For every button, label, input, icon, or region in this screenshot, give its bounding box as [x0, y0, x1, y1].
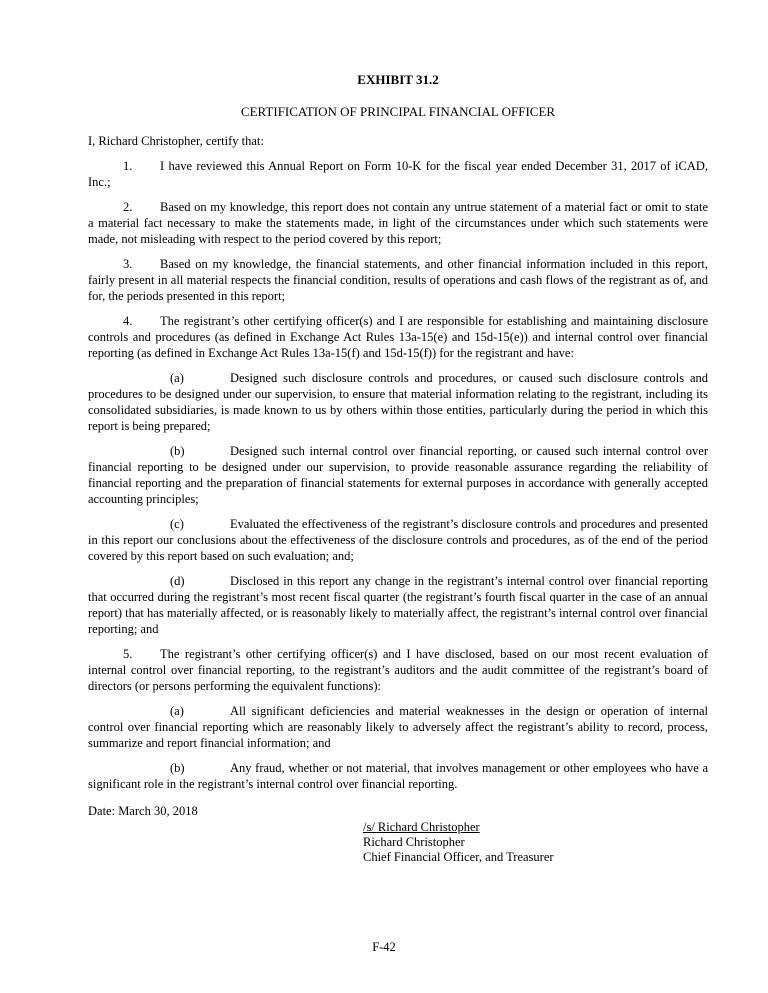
signature-name: Richard Christopher	[363, 835, 465, 849]
item-4b-text: Designed such internal control over financial reporting, or caused such internal control over financial reporting to be designed under our supervision, to provide reasonable assurance regarding the reliability of financial reporting and the preparation of financial statements for external purposes in accordance with generally accepted accounting principles;	[88, 444, 708, 506]
item-3-label: 3.	[123, 257, 133, 271]
date-line: Date: March 30, 2018	[88, 804, 198, 818]
item-4a-text: Designed such disclosure controls and procedures, or caused such disclosure controls and procedures to be designed under our supervision, to ensure that material information relating to the registrant, including its consolidated subsidiaries, is made known to us by others within those entities, particularly during the period in which this report is being prepared;	[88, 371, 708, 433]
item-5a-paragraph	[88, 703, 708, 751]
item-4d-label: (d)	[170, 574, 185, 588]
item-1-text: I have reviewed this Annual Report on Form 10-K for the fiscal year ended December 31, 2017 of iCAD, Inc.;	[88, 159, 708, 189]
document-content	[88, 72, 708, 865]
certification-title: CERTIFICATION OF PRINCIPAL FINANCIAL OFFICER	[240, 104, 556, 119]
signature-slash-line: /s/ Richard Christopher	[363, 820, 480, 834]
item-4c-text: Evaluated the effectiveness of the registrant’s disclosure controls and procedures and presented in this report our conclusions about the effectiveness of the disclosure controls and procedures, as of the end of the period covered by this report based on such evaluation; and;	[88, 517, 708, 563]
item-4-text: The registrant’s other certifying officer(s) and I are responsible for establishing and maintaining disclosure controls and procedures (as defined in Exchange Act Rules 13a-15(e) and 15d-15(e)) and internal control over financial reporting (as defined in Exchange Act Rules 13a-15(f) and 15d-15(f)) for the registrant and have:	[88, 314, 708, 360]
item-4a-label: (a)	[170, 371, 184, 385]
item-5b-text: Any fraud, whether or not material, that involves management or other employees who have a significant role in the registrant’s internal control over financial reporting.	[88, 761, 708, 791]
item-1-label: 1.	[123, 159, 133, 173]
item-4b-label: (b)	[170, 444, 185, 458]
item-4a-paragraph	[88, 370, 708, 434]
item-5b-label: (b)	[170, 761, 185, 775]
item-1-paragraph	[88, 158, 708, 190]
item-5a-label: (a)	[170, 704, 184, 718]
item-4d-paragraph	[88, 573, 708, 637]
item-4d-text: Disclosed in this report any change in the registrant’s internal control over financial reporting that occurred during the registrant’s most recent fiscal quarter (the registrant’s fourth fiscal quarter in the case of an annual report) that has materially affected, or is reasonably likely to materially affect, the registrant’s internal control over financial reporting; and	[88, 574, 708, 636]
item-5-label: 5.	[123, 647, 133, 661]
item-5-paragraph	[88, 646, 708, 694]
item-5a-text: All significant deficiencies and material weaknesses in the design or operation of internal control over financial reporting which are reasonably likely to adversely affect the registrant’s ability to record, process, summarize and report financial information; and	[88, 704, 708, 750]
exhibit-title: EXHIBIT 31.2	[357, 72, 439, 87]
intro-paragraph: I, Richard Christopher, certify that:	[88, 134, 264, 148]
page-number: F-42	[372, 940, 396, 954]
item-4-label: 4.	[123, 314, 133, 328]
item-4b-paragraph	[88, 443, 708, 507]
item-4-paragraph	[88, 313, 708, 361]
item-3-paragraph	[88, 256, 708, 304]
item-5b-paragraph	[88, 760, 708, 792]
signature-title: Chief Financial Officer, and Treasurer	[363, 850, 554, 864]
item-2-text: Based on my knowledge, this report does not contain any untrue statement of a material fact or omit to state a material fact necessary to make the statements made, in light of the circumstances under which such statements were made, not misleading with respect to the period covered by this report;	[88, 200, 708, 246]
item-4c-paragraph	[88, 516, 708, 564]
item-2-paragraph	[88, 199, 708, 247]
item-4c-label: (c)	[170, 517, 184, 531]
item-3-text: Based on my knowledge, the financial statements, and other financial information included in this report, fairly present in all material respects the financial condition, results of operations and cash flows of the registrant as of, and for, the periods presented in this report;	[88, 257, 708, 303]
signature-block	[363, 820, 708, 865]
item-2-label: 2.	[123, 200, 133, 214]
item-5-text: The registrant’s other certifying officer(s) and I have disclosed, based on our most recent evaluation of internal control over financial reporting, to the registrant’s auditors and the audit committee of the registrant’s board of directors (or persons performing the equivalent functions):	[88, 647, 708, 693]
